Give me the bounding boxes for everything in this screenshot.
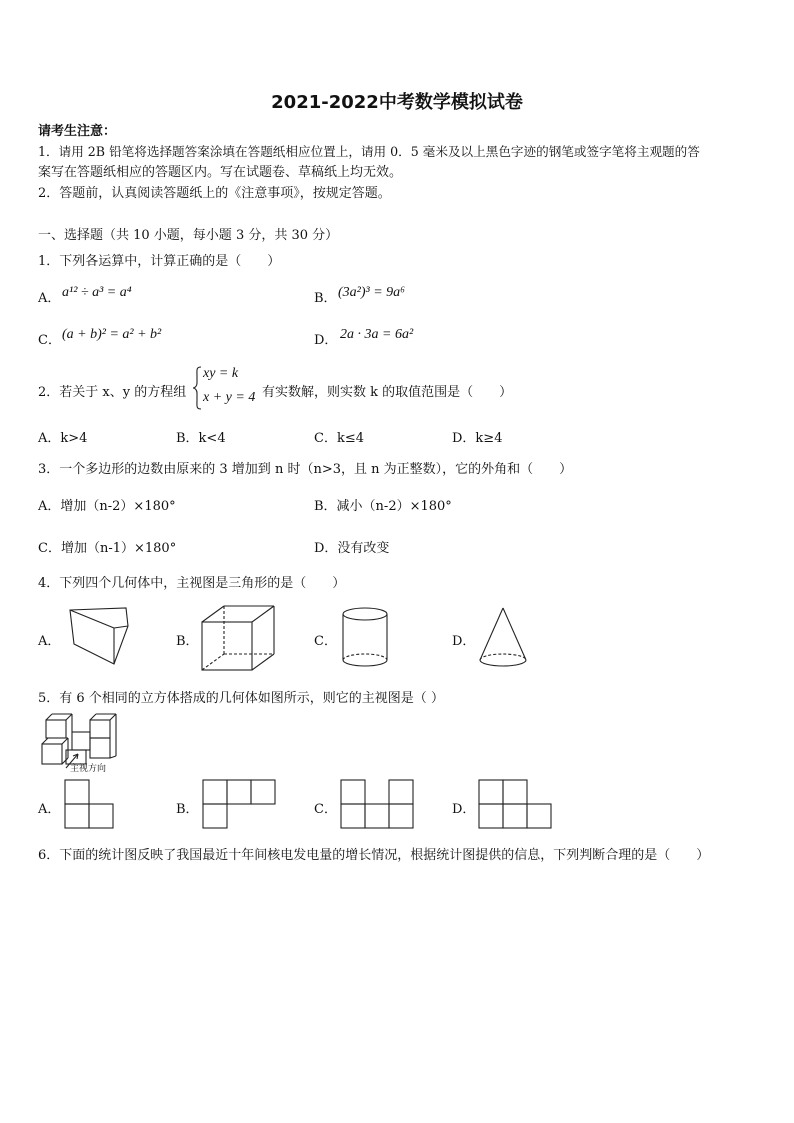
q4-option-c: C． (314, 634, 337, 649)
q1-option-b: (3a²)³ = 9a⁶ (338, 285, 406, 300)
q5-direction-label: 主视方向 (70, 764, 107, 774)
q5-option-c: C． (314, 802, 337, 817)
q5-view-d (478, 779, 554, 831)
q6-stem: 6．下面的统计图反映了我国最近十年间核电发电量的增长情况，根据统计图提供的信息，下列判断合理的是（ ） (38, 848, 710, 863)
q1-option-b-label: B． (314, 291, 337, 306)
section-heading: 一、选择题（共 10 小题，每小题 3 分，共 30 分） (38, 228, 339, 243)
q2-stem-prefix: 2．若关于 x、y 的方程组 (38, 385, 187, 400)
q2-brace (192, 366, 202, 410)
notice-line-2: 2．答题前，认真阅读答题纸上的《注意事项》，按规定答题。 (38, 186, 391, 201)
q5-stem: 5．有 6 个相同的立方体搭成的几何体如图所示，则它的主视图是（ ） (38, 691, 444, 706)
q2-stem-suffix: 有实数解，则实数 k 的取值范围是（ ） (262, 385, 513, 400)
q1-option-d: 2a · 3a = 6a² (340, 327, 414, 342)
q3-option-c: C．增加（n-1）×180° (38, 541, 177, 556)
q4-option-d: D． (452, 634, 476, 649)
q2-option-a: A．k>4 (38, 431, 88, 446)
notice-line-1a: 1．请用 2B 铅笔将选择题答案涂填在答题纸相应位置上，请用 0．5 毫米及以上黑色字迹的钢笔或签字笔将主观题的答 (38, 144, 700, 159)
page-title: 2021-2022中考数学模拟试卷 (271, 92, 523, 113)
q1-option-c-label: C． (38, 333, 61, 348)
q5-view-b (202, 779, 278, 831)
q1-option-d-label: D． (314, 333, 338, 348)
q4-cube (200, 604, 276, 672)
q2-option-d: D．k≥4 (452, 431, 503, 446)
q3-option-b: B．减小（n-2）×180° (314, 499, 452, 514)
q4-option-b: B． (176, 634, 199, 649)
q5-option-a: A． (38, 802, 61, 817)
q4-cylinder (340, 606, 390, 668)
q2-option-b: B．k<4 (176, 431, 226, 446)
q2-equation-2: x + y = 4 (203, 390, 256, 405)
q5-view-a (64, 779, 116, 831)
q1-option-a: a¹² ÷ a³ = a⁴ (62, 285, 132, 300)
q5-view-c (340, 779, 416, 831)
q4-stem: 4．下列四个几何体中，主视图是三角形的是（ ） (38, 576, 346, 591)
notice-line-1b: 案写在答题纸相应的答题区内。写在试题卷、草稿纸上均无效。 (38, 165, 403, 180)
q3-option-d: D．没有改变 (314, 541, 390, 556)
q4-triangular-prism (66, 606, 136, 666)
q2-equation-1: xy = k (203, 366, 239, 381)
q4-cone (478, 606, 530, 668)
q5-option-d: D． (452, 802, 476, 817)
notice-heading: 请考生注意： (38, 124, 117, 139)
q5-cube-stack-figure (40, 710, 120, 768)
q1-option-a-label: A． (38, 291, 61, 306)
q4-option-a: A． (38, 634, 61, 649)
q3-option-a: A．增加（n-2）×180° (38, 499, 176, 514)
q3-stem: 3．一个多边形的边数由原来的 3 增加到 n 时（n>3，且 n 为正整数），它的外角和（ ） (38, 462, 573, 477)
q1-stem: 1．下列各运算中，计算正确的是（ ） (38, 254, 281, 269)
q5-option-b: B． (176, 802, 199, 817)
q2-option-c: C．k≤4 (314, 431, 364, 446)
q1-option-c: (a + b)² = a² + b² (62, 327, 162, 342)
